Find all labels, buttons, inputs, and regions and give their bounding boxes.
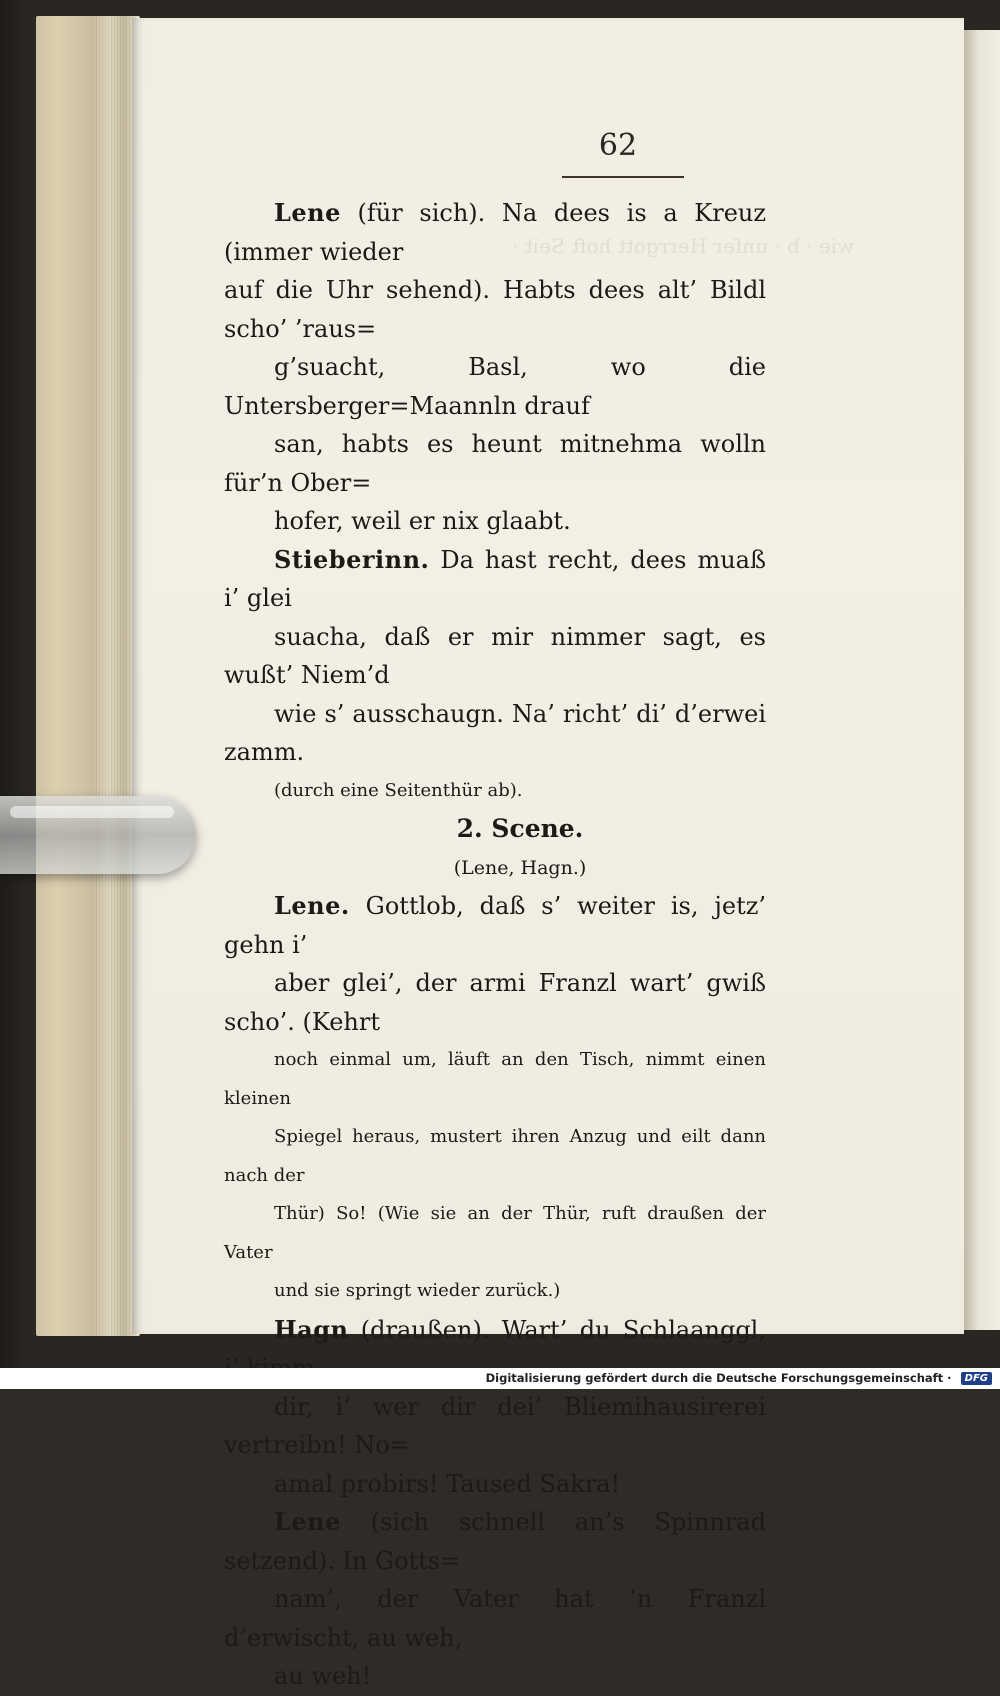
- speaker-name: Lene: [274, 1507, 341, 1536]
- speech-line: (sich schnell an’s Spinnrad setzend). In Gotts=: [224, 1508, 766, 1575]
- page-text: [224, 194, 766, 1696]
- speech-line: aber glei’, der armi Franzl wart’ gwiß scho’. (Kehrt: [224, 969, 766, 1036]
- stage-direction: noch einmal um, läuft an den Tisch, nimmt einen kleinen: [224, 1049, 766, 1109]
- speech-line: Da hast recht, dees muaß i’ glei: [224, 545, 767, 612]
- speech-hagn: [224, 1311, 766, 1504]
- footer-bar: [0, 1368, 1000, 1389]
- speech-line: auf die Uhr sehend). Habts dees alt’ Bildl scho’ ’raus=: [224, 276, 766, 343]
- speaker-name: Stieberinn.: [274, 544, 430, 574]
- stage-direction: Spiegel heraus, mustert ihren Anzug und eilt dann nach der: [224, 1126, 766, 1186]
- speaker-name: Hagn: [274, 1314, 349, 1344]
- speech-line: nam’, der Vater hat ’n Franzl d’erwischt, au weh,: [224, 1585, 766, 1652]
- speech-line: Gottlob, daß s’ weiter is, jetz’ gehn i’: [224, 892, 766, 959]
- next-page-edge: [964, 30, 1000, 1330]
- stage-direction: Thür) So! (Wie sie an der Thür, ruft draußen der Vater: [224, 1203, 766, 1263]
- funding-notice: Digitalisierung gefördert durch die Deutsche Forschungsgemeinschaft ·: [485, 1371, 952, 1385]
- speech-line: wie s’ ausschaugn. Na’ richt’ di’ d’erwei zamm.: [224, 699, 766, 766]
- speech-line: amal probirs! Taused Sakra!: [274, 1469, 621, 1498]
- page-number: 62: [598, 128, 638, 163]
- scene-cast: (Lene, Hagn.): [453, 856, 587, 879]
- speech-line: san, habts es heunt mitnehma wolln für’n Ober=: [224, 430, 766, 497]
- speech-lene-1: [224, 194, 766, 541]
- bleed-through-text: wie · b · unfer Herrgott hoft Seit ·: [512, 234, 855, 258]
- speech-stieberinn: [224, 541, 766, 811]
- page-number-rule: [562, 176, 684, 178]
- speech-line: hofer, weil er nix glaabt.: [274, 507, 571, 535]
- speech-line: (für sich). Na dees is a Kreuz (immer wieder: [224, 199, 766, 266]
- speech-line: (draußen). Wart’ du Schlaanggl,: [360, 1315, 766, 1344]
- speech-line: suacha, daß er mir nimmer sagt, es wußt’ Niem’d: [224, 622, 766, 689]
- speech-lene-3: [224, 1503, 766, 1696]
- scene-title: 2. Scene.: [456, 814, 584, 843]
- glass-page-holder: [0, 796, 196, 874]
- speech-line: dir, i’ wer dir dei’ Bliemihausirerei vertreibn! No=: [224, 1392, 766, 1459]
- speech-lene-2: [224, 887, 766, 1311]
- stage-direction: und sie springt wieder zurück.): [274, 1280, 561, 1301]
- dfg-logo: DFG: [961, 1372, 992, 1385]
- speech-line: g’suacht, Basl, wo die Untersberger=Maannln drauf: [224, 353, 766, 420]
- book-page-edges: [36, 16, 140, 1336]
- stage-direction: (durch eine Seitenthür ab).: [274, 779, 523, 801]
- speaker-name: Lene.: [274, 891, 350, 920]
- speech-line: au weh!: [274, 1662, 372, 1690]
- speaker-name: Lene: [274, 198, 341, 227]
